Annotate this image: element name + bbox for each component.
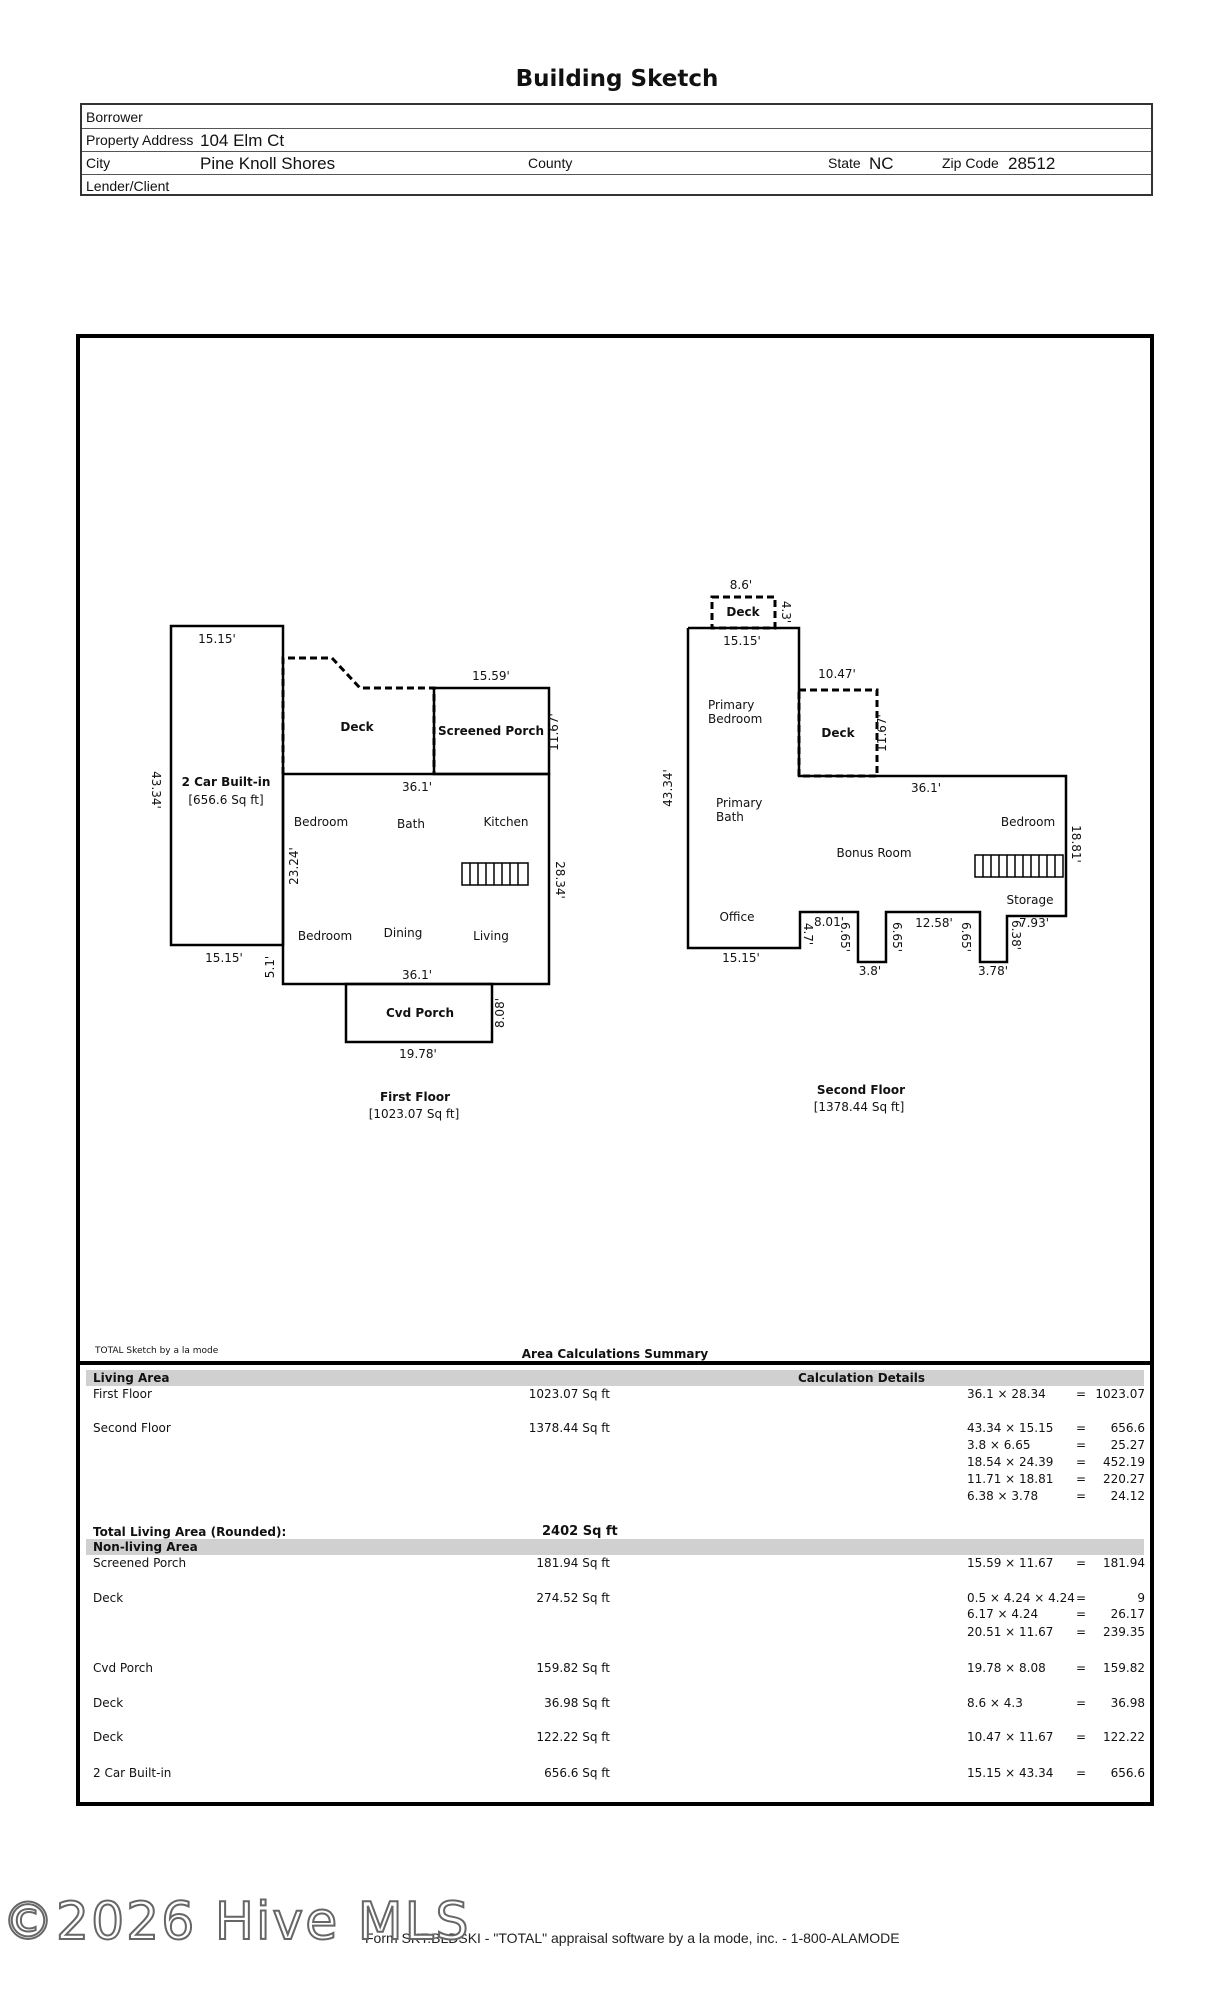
calc-eq: =: [1076, 1556, 1087, 1570]
state-value: NC: [869, 154, 894, 173]
footer-text: Form SKT.BLDSKI - "TOTAL" appraisal software by a la mode, inc. - 1-800-ALAMODE: [365, 1930, 900, 1946]
calc-eq: =: [1076, 1625, 1087, 1639]
calc-eq: =: [1076, 1438, 1087, 1452]
calc-eq: =: [1076, 1696, 1087, 1710]
calc-expr: 15.59 × 11.67: [967, 1556, 1054, 1570]
calc-eq: =: [1076, 1387, 1087, 1401]
room-living: Living: [473, 929, 509, 943]
dim-n8: 3.78': [977, 964, 1009, 978]
room-office: Office: [719, 910, 755, 924]
dim-screened-top: 15.59': [472, 669, 510, 683]
stairs-first: [462, 863, 528, 885]
dim-step: 5.1': [263, 955, 277, 979]
deck-label-first: Deck: [340, 720, 374, 734]
page-title: Building Sketch: [515, 66, 719, 92]
dim-n3: 6.65': [838, 921, 852, 953]
living-row-name: First Floor: [93, 1387, 152, 1401]
dim-main-left: 23.24': [287, 847, 301, 885]
nonliving-row-area: 274.52 Sq ft: [536, 1591, 610, 1605]
calc-eq: =: [1076, 1661, 1087, 1675]
room-bedroom-1: Bedroom: [293, 815, 349, 829]
room-primary-bedroom: Primary Bedroom: [708, 698, 763, 726]
cvd-porch-label: Cvd Porch: [385, 1006, 455, 1020]
calc-val: 656.6: [1110, 1421, 1145, 1435]
room-bath: Bath: [397, 817, 425, 831]
calc-eq: =: [1076, 1766, 1087, 1780]
room-dining: Dining: [383, 926, 423, 940]
calc-expr: 8.6 × 4.3: [967, 1696, 1023, 1710]
room-bedroom-2: Bedroom: [297, 929, 353, 943]
borrower-label: Borrower: [86, 109, 143, 125]
dim-mid-deck-w: 10.47': [818, 667, 856, 681]
dim-second-mid-top: 36.1': [910, 781, 942, 795]
first-floor-deck-outline: [283, 658, 434, 774]
nonliving-row-name: Deck: [93, 1696, 124, 1710]
living-area-band: [86, 1370, 1144, 1386]
total-living-value: 2402 Sq ft: [542, 1524, 618, 1539]
calc-eq: =: [1076, 1421, 1087, 1435]
calc-val: 220.27: [1103, 1472, 1145, 1486]
dim-second-bottom-left: 15.15': [722, 951, 760, 965]
dim-screened-side: 11.67': [547, 713, 561, 751]
nonliving-row-area: 36.98 Sq ft: [544, 1696, 610, 1710]
nonliving-area-band: [86, 1539, 1144, 1555]
calc-val: 1023.07: [1095, 1387, 1145, 1401]
watermark: ©2026 Hive MLS: [2, 1892, 471, 1952]
room-bedroom-second: Bedroom: [1000, 815, 1056, 829]
living-row-name: Second Floor: [93, 1421, 171, 1435]
dim-n2: 8.01': [813, 915, 845, 929]
living-area-header: Living Area: [93, 1371, 170, 1385]
state-label: State: [828, 155, 861, 171]
dim-garage-top: 15.15': [198, 632, 236, 646]
nonliving-row-area: 159.82 Sq ft: [536, 1661, 610, 1675]
area-calculations-table: [76, 1365, 1154, 1806]
calc-expr: 6.17 × 4.24: [967, 1607, 1039, 1621]
dim-top-deck-h: 4.3': [779, 600, 793, 624]
dim-n1: 4.7': [801, 922, 815, 946]
calc-val: 452.19: [1103, 1455, 1145, 1469]
calc-val: 25.27: [1110, 1438, 1145, 1452]
first-floor-main-outline: [283, 774, 549, 984]
dim-n6: 12.58': [915, 916, 953, 930]
nonliving-row-area: 181.94 Sq ft: [536, 1556, 610, 1570]
dim-cvd-side: 8.08': [493, 997, 507, 1029]
sketch-credit: TOTAL Sketch by a la mode: [95, 1346, 219, 1356]
calc-expr: 6.38 × 3.78: [967, 1489, 1039, 1503]
property-address-value: 104 Elm Ct: [200, 131, 285, 150]
deck-label-mid: Deck: [821, 726, 855, 740]
nonliving-row-area: 122.22 Sq ft: [536, 1730, 610, 1744]
summary-title: Area Calculations Summary: [521, 1347, 709, 1361]
dim-main-bottom: 36.1': [401, 968, 433, 982]
deck-label-top: Deck: [726, 605, 760, 619]
calc-val: 24.12: [1110, 1489, 1145, 1503]
dim-n10: 7.93': [1018, 916, 1050, 930]
stairs-second: [975, 855, 1063, 877]
dim-n7: 6.65': [959, 921, 973, 953]
calc-val: 9: [1137, 1591, 1145, 1605]
dim-second-right: 18.81': [1069, 825, 1083, 863]
dim-top-deck-w: 8.6': [729, 578, 753, 592]
calc-expr: 36.1 × 28.34: [967, 1387, 1046, 1401]
city-value: Pine Knoll Shores: [200, 154, 336, 173]
total-living-label: Total Living Area (Rounded):: [93, 1525, 287, 1539]
nonliving-row-name: Deck: [93, 1591, 124, 1605]
first-floor-area: [1023.07 Sq ft]: [368, 1107, 460, 1121]
second-floor-area: [1378.44 Sq ft]: [813, 1100, 905, 1114]
calc-expr: 20.51 × 11.67: [967, 1625, 1054, 1639]
dim-second-left: 43.34': [661, 769, 675, 807]
calc-val: 159.82: [1103, 1661, 1145, 1675]
calc-eq: =: [1076, 1730, 1087, 1744]
dim-n5: 6.65': [890, 921, 904, 953]
zip-label: Zip Code: [942, 155, 999, 171]
nonliving-row-name: 2 Car Built-in: [93, 1766, 172, 1780]
room-storage: Storage: [1006, 893, 1054, 907]
zip-value: 28512: [1008, 154, 1056, 173]
dim-garage-bottom: 15.15': [205, 951, 243, 965]
county-label: County: [528, 155, 573, 171]
living-row-area: 1378.44 Sq ft: [528, 1421, 610, 1435]
nonliving-row-name: Deck: [93, 1730, 124, 1744]
calc-eq: =: [1076, 1472, 1087, 1486]
calc-expr: 19.78 × 8.08: [967, 1661, 1046, 1675]
lender-label: Lender/Client: [86, 178, 170, 194]
first-floor-title: First Floor: [379, 1090, 451, 1104]
dim-n9: 6.38': [1009, 919, 1023, 951]
room-kitchen: Kitchen: [483, 815, 529, 829]
calc-expr: 11.71 × 18.81: [967, 1472, 1054, 1486]
room-primary-bath: Primary Bath: [716, 796, 763, 824]
calc-val: 36.98: [1110, 1696, 1145, 1710]
calc-val: 26.17: [1110, 1607, 1145, 1621]
calc-eq: =: [1076, 1489, 1087, 1503]
calc-expr: 43.34 × 15.15: [967, 1421, 1054, 1435]
calc-details-header: Calculation Details: [798, 1371, 926, 1385]
calc-expr: 15.15 × 43.34: [967, 1766, 1054, 1780]
living-row-area: 1023.07 Sq ft: [528, 1387, 610, 1401]
garage-label: 2 Car Built-in: [181, 775, 271, 789]
dim-cvd-bottom: 19.78': [399, 1047, 437, 1061]
room-bonus: Bonus Room: [836, 846, 912, 860]
nonliving-area-header: Non-living Area: [93, 1540, 198, 1554]
dim-main-top: 36.1': [401, 780, 433, 794]
dim-mid-deck-h: 11.67': [875, 714, 889, 752]
calc-val: 122.22: [1103, 1730, 1145, 1744]
dim-second-top: 15.15': [723, 634, 761, 648]
nonliving-row-name: Screened Porch: [93, 1556, 187, 1570]
calc-expr: 0.5 × 4.24 × 4.24: [967, 1591, 1075, 1605]
property-address-label: Property Address: [86, 132, 194, 148]
nonliving-row-area: 656.6 Sq ft: [544, 1766, 610, 1780]
dim-main-right: 28.34': [553, 861, 567, 899]
screened-porch-label: Screened Porch: [437, 724, 545, 738]
calc-eq: =: [1076, 1591, 1087, 1605]
dim-n4: 3.8': [858, 964, 882, 978]
calc-val: 656.6: [1110, 1766, 1145, 1780]
calc-eq: =: [1076, 1455, 1087, 1469]
calc-val: 181.94: [1103, 1556, 1145, 1570]
dim-garage-side: 43.34': [149, 771, 163, 809]
calc-expr: 10.47 × 11.67: [967, 1730, 1054, 1744]
calc-expr: 3.8 × 6.65: [967, 1438, 1031, 1452]
calc-val: 239.35: [1103, 1625, 1145, 1639]
calc-eq: =: [1076, 1607, 1087, 1621]
garage-area: [656.6 Sq ft]: [188, 793, 264, 807]
nonliving-row-name: Cvd Porch: [93, 1661, 153, 1675]
calc-expr: 18.54 × 24.39: [967, 1455, 1054, 1469]
city-label: City: [86, 155, 111, 171]
second-floor-title: Second Floor: [816, 1083, 906, 1097]
